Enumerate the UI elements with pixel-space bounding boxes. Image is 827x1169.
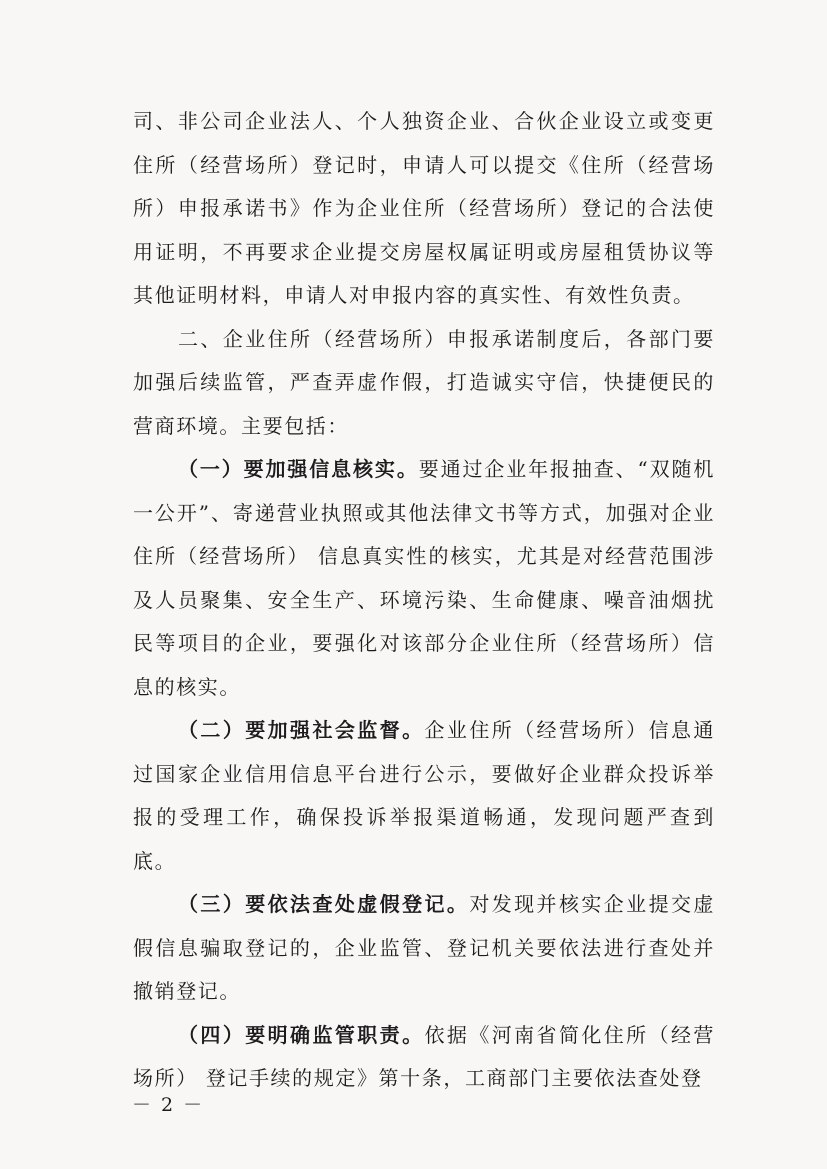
paragraph-text: 企业住所（经营场所）信息通过国家企业信用信息平台进行公示，要做好企业群众投诉举报的受理工作，确保投诉举报渠道畅通，发现问题严查到底。 — [133, 718, 715, 873]
paragraph-item-two — [133, 709, 715, 883]
paragraph-item-one — [133, 448, 715, 709]
item-heading: （一）要加强信息核实。 — [178, 457, 419, 481]
page-number: － 2 － — [132, 1094, 205, 1116]
paragraph-item-three — [133, 883, 715, 1014]
item-heading: （三）要依法查处虚假登记。 — [178, 892, 470, 916]
paragraph-section-two — [133, 318, 715, 449]
paragraph-item-four — [133, 1014, 715, 1101]
item-heading: （二）要加强社会监督。 — [178, 718, 425, 742]
paragraph-text: 二、企业住所（经营场所）申报承诺制度后，各部门要加强后续监管，严查弄虚作假，打造诚实守信，快捷便民的营商环境。主要包括： — [133, 326, 715, 438]
paragraph-text: 司、非公司企业法人、个人独资企业、合伙企业设立或变更住所（经营场所）登记时，申请人可以提交《住所（经营场所）申报承诺书》作为企业住所（经营场所）登记的合法使用证明，不再要求企业提交房屋权属证明或房屋租赁协议等其他证明材料，申请人对申报内容的真实性、有效性负责。 — [133, 109, 715, 307]
paragraph-text: 依据《河南省简化住所（经营场所） 登记手续的规定》第十条，工商部门主要依法查处登 — [133, 1022, 715, 1090]
paragraph-text: 对发现并核实企业提交虚假信息骗取登记的，企业监管、登记机关要依法进行查处并撤销登记。 — [133, 892, 715, 1003]
paragraph-continuation — [133, 100, 715, 318]
item-heading: （四）要明确监管职责。 — [178, 1022, 425, 1047]
document-body — [133, 100, 715, 1101]
paragraph-text: 要通过企业年报抽查、“双随机一公开”、寄递营业执照或其他法律文书等方式，加强对企业住所（经营场所） 信息真实性的核实，尤其是对经营范围涉及人员聚集、安全生产、环境污染、生命健康、噪音油烟扰民等项目的企业，要强化对该部分企业住所（经营场所）信息的核实。 — [133, 457, 715, 699]
